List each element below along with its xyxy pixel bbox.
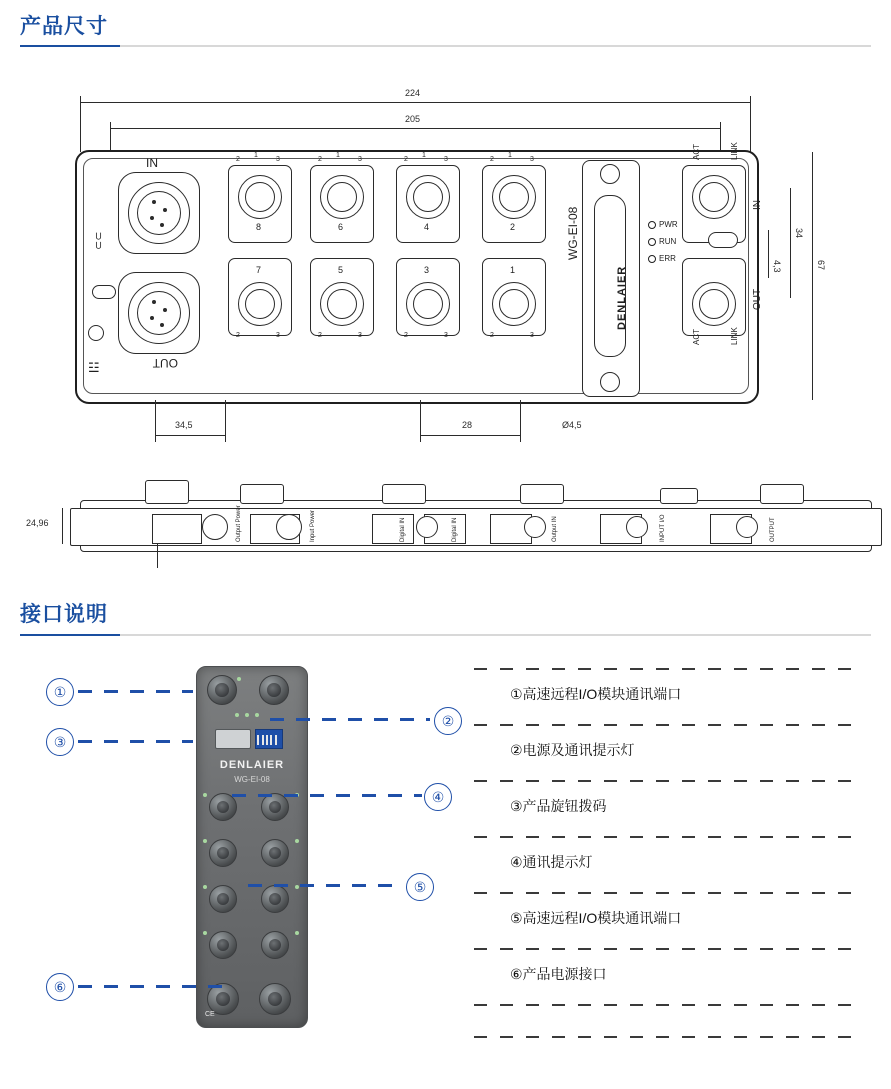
- dim-line-67: [812, 152, 813, 400]
- pin-index: 2: [404, 156, 408, 163]
- dimensions-title-accent: [20, 45, 120, 47]
- legend-divider: [474, 668, 860, 670]
- run-led-label: RUN: [659, 237, 677, 246]
- power-out-connector-inner: [137, 291, 181, 335]
- side-connector-face: [202, 514, 228, 540]
- callout-leader-5: [248, 884, 403, 887]
- side-label-tag: [372, 514, 414, 544]
- dim-text-205: 205: [405, 114, 421, 124]
- pwr-led-icon: [648, 221, 656, 229]
- photo-port-led: [295, 839, 299, 843]
- io-port-number-3: 3: [424, 265, 430, 275]
- photo-port-led: [295, 931, 299, 935]
- legend-item-3: ③产品旋钮拨码: [510, 798, 607, 814]
- photo-io-connector: [209, 793, 237, 821]
- pin-index: 3: [276, 332, 280, 339]
- power-in-pin: [152, 200, 156, 204]
- dim-text-67: 67: [816, 260, 826, 271]
- dim-text-hole-diameter: Ø4,5: [562, 420, 582, 430]
- callout-marker-3: ③: [46, 728, 74, 756]
- dim-line-43: [768, 230, 769, 278]
- photo-port-led: [203, 793, 207, 797]
- callout-leader-6: [78, 985, 228, 988]
- side-connector-cap: [760, 484, 804, 504]
- power-in-pin: [163, 208, 167, 212]
- pin-index: 1: [336, 152, 340, 159]
- dim-line-34: [790, 188, 791, 298]
- io-port-number-1: 1: [510, 265, 516, 275]
- interface-title-accent: [20, 634, 120, 636]
- pin-index: 1: [508, 152, 512, 159]
- led-legend-run: [648, 237, 676, 246]
- power-in-pin: [150, 216, 154, 220]
- dim-text-43: 4,3: [772, 260, 782, 273]
- dim-line-345: [155, 435, 225, 436]
- network-out-connector-inner: [699, 289, 729, 319]
- photo-status-led: [237, 677, 241, 681]
- pin-index: 2: [490, 156, 494, 163]
- photo-status-led: [235, 713, 239, 717]
- dim-text-28: 28: [462, 420, 473, 430]
- photo-status-led: [255, 713, 259, 717]
- pwr-led-label: PWR: [659, 220, 678, 229]
- err-led-icon: [648, 255, 656, 263]
- callout-leader-1: [78, 690, 193, 693]
- side-center-line: [157, 544, 158, 568]
- side-dim-line: [62, 508, 63, 544]
- photo-io-connector: [261, 793, 289, 821]
- legend-item-1: ①高速远程I/O模块通讯端口: [510, 686, 682, 702]
- photo-status-led: [245, 713, 249, 717]
- side-connector-face: [524, 516, 546, 538]
- side-connector-cap: [382, 484, 426, 504]
- side-tag-output: OUTPUT: [770, 517, 776, 542]
- legend-divider: [474, 948, 860, 950]
- power-out-label: OUT: [152, 356, 178, 370]
- model-label-drawing: WG-EI-08: [566, 206, 580, 260]
- photo-dip-switch: [255, 729, 283, 749]
- io-port-number-5: 5: [338, 265, 344, 275]
- legend-item-4: ④通讯提示灯: [510, 854, 593, 870]
- io-connector-6-inner: [327, 182, 357, 212]
- side-connector-cap: [660, 488, 698, 504]
- ext-line-bottom-4: [520, 400, 521, 442]
- pin-index: 2: [236, 332, 240, 339]
- pin-index: 3: [444, 156, 448, 163]
- callout-marker-4: ④: [424, 783, 452, 811]
- nameplate-screw-top: [600, 164, 620, 184]
- power-out-pin: [150, 316, 154, 320]
- pin-index: 1: [254, 152, 258, 159]
- pin-index: 3: [358, 156, 362, 163]
- legend-divider: [474, 892, 860, 894]
- dim-text-2496: 24,96: [26, 518, 49, 528]
- legend-divider: [474, 724, 860, 726]
- dim-text-34: 34: [794, 228, 804, 239]
- pin-index: 2: [318, 156, 322, 163]
- nameplate-screw-bottom: [600, 372, 620, 392]
- io-connector-8-inner: [245, 182, 275, 212]
- side-connector-face: [276, 514, 302, 540]
- pin-index: 3: [530, 332, 534, 339]
- dimensions-title-rule: [20, 45, 871, 47]
- callout-marker-5: ⑤: [406, 873, 434, 901]
- legend-item-6: ⑥产品电源接口: [510, 966, 607, 982]
- callout-leader-3: [78, 740, 193, 743]
- brand-label-drawing: DENLAIER: [616, 265, 628, 330]
- callout-marker-1: ①: [46, 678, 74, 706]
- side-tag-input-power: Input Power: [310, 509, 316, 542]
- side-connector-face: [736, 516, 758, 538]
- ext-line-right-224: [750, 102, 751, 152]
- photo-ce-mark: CE: [205, 1011, 215, 1018]
- err-led-label: ERR: [659, 254, 676, 263]
- photo-io-connector: [209, 931, 237, 959]
- photo-io-connector: [261, 931, 289, 959]
- dim-line-205: [110, 128, 720, 129]
- dimension-drawing-top-view: [0, 60, 891, 460]
- pin-index: 1: [422, 152, 426, 159]
- io-connector-7-inner: [245, 289, 275, 319]
- io-connector-4-inner: [413, 182, 443, 212]
- power-out-pin: [152, 300, 156, 304]
- side-tag-digital-in-1: Digital IN: [400, 517, 406, 542]
- side-connector-cap: [145, 480, 189, 504]
- led-legend-err: [648, 254, 676, 263]
- side-connector-face: [416, 516, 438, 538]
- network-out-label: OUT: [752, 288, 763, 310]
- callout-leader-4: [232, 794, 422, 797]
- io-connector-5-inner: [327, 289, 357, 319]
- callout-marker-6: ⑥: [46, 973, 74, 1001]
- run-led-icon: [648, 238, 656, 246]
- network-in-connector-inner: [699, 182, 729, 212]
- photo-port-led: [203, 839, 207, 843]
- photo-connector-top-right: [259, 675, 289, 705]
- network-out-act-label: ACT: [692, 329, 701, 345]
- pin-index: 3: [444, 332, 448, 339]
- dimension-drawing-side-view: [0, 470, 891, 580]
- io-connector-3-inner: [413, 289, 443, 319]
- pin-index: 3: [530, 156, 534, 163]
- led-legend-pwr: [648, 220, 678, 229]
- dim-line-28: [420, 435, 520, 436]
- legend-divider: [474, 836, 860, 838]
- power-in-connector-inner: [137, 191, 181, 235]
- side-tag-output-power: Output Power: [236, 505, 242, 542]
- io-port-number-4: 4: [424, 222, 430, 232]
- callout-leader-2: [270, 718, 430, 721]
- pin-index: 2: [318, 332, 322, 339]
- photo-port-led: [203, 885, 207, 889]
- io-connector-2-inner: [499, 182, 529, 212]
- ext-line-bottom-2: [225, 400, 226, 442]
- io-port-number-7: 7: [256, 265, 262, 275]
- left-ground-symbol: ☳: [88, 360, 100, 375]
- legend-divider: [474, 780, 860, 782]
- power-in-label: IN: [146, 156, 158, 170]
- ext-line-right-205: [720, 128, 721, 152]
- legend-item-5: ⑤高速远程I/O模块通讯端口: [510, 910, 682, 926]
- page-title-dimensions: 产品尺寸: [20, 15, 108, 38]
- photo-io-connector: [261, 839, 289, 867]
- pin-index: 2: [236, 156, 240, 163]
- dim-line-224: [80, 102, 750, 103]
- network-in-label: IN: [752, 200, 763, 210]
- photo-io-connector: [209, 839, 237, 867]
- ce-mark-drawing: ⊂⊂: [93, 231, 105, 250]
- power-out-pin: [160, 323, 164, 327]
- legend-item-2: ②电源及通讯提示灯: [510, 742, 635, 758]
- io-port-number-2: 2: [510, 222, 516, 232]
- side-tag-digital-in-2: Digital IN: [452, 517, 458, 542]
- page-title-interface: 接口说明: [20, 603, 108, 626]
- pin-index: 3: [358, 332, 362, 339]
- network-in-link-label: LINK: [730, 142, 739, 160]
- network-in-act-label: ACT: [692, 144, 701, 160]
- dim-text-224: 224: [405, 88, 421, 98]
- photo-brand-label: DENLAIER: [219, 759, 285, 771]
- side-connector-cap: [520, 484, 564, 504]
- mounting-slot: [708, 232, 738, 248]
- photo-io-connector: [209, 885, 237, 913]
- photo-power-connector-out: [259, 983, 291, 1015]
- pin-index: 2: [404, 332, 408, 339]
- network-out-link-label: LINK: [730, 327, 739, 345]
- ext-line-left-205: [110, 128, 111, 152]
- side-connector-face: [626, 516, 648, 538]
- side-tag-output-in: Output IN: [552, 516, 558, 542]
- io-port-number-8: 8: [256, 222, 262, 232]
- photo-port-led: [203, 931, 207, 935]
- side-tag-input-io: INPUT I/O: [660, 514, 666, 542]
- photo-rotary-switch-window: [215, 729, 251, 749]
- left-screw-hole: [88, 325, 104, 341]
- dim-text-345: 34,5: [175, 420, 193, 430]
- photo-io-connector: [261, 885, 289, 913]
- power-out-pin: [163, 308, 167, 312]
- ext-line-left-224: [80, 102, 81, 152]
- callout-marker-2: ②: [434, 707, 462, 735]
- io-connector-1-inner: [499, 289, 529, 319]
- side-connector-cap: [240, 484, 284, 504]
- side-label-tag: [152, 514, 202, 544]
- left-indicator-hole: [92, 285, 116, 299]
- photo-model-label: WG-EI-08: [234, 775, 270, 784]
- pin-index: 3: [276, 156, 280, 163]
- legend-divider: [474, 1004, 860, 1006]
- io-port-number-6: 6: [338, 222, 344, 232]
- photo-connector-top-left: [207, 675, 237, 705]
- power-in-pin: [160, 223, 164, 227]
- interface-title-rule: [20, 634, 871, 636]
- pin-index: 2: [490, 332, 494, 339]
- legend-divider: [474, 1036, 860, 1038]
